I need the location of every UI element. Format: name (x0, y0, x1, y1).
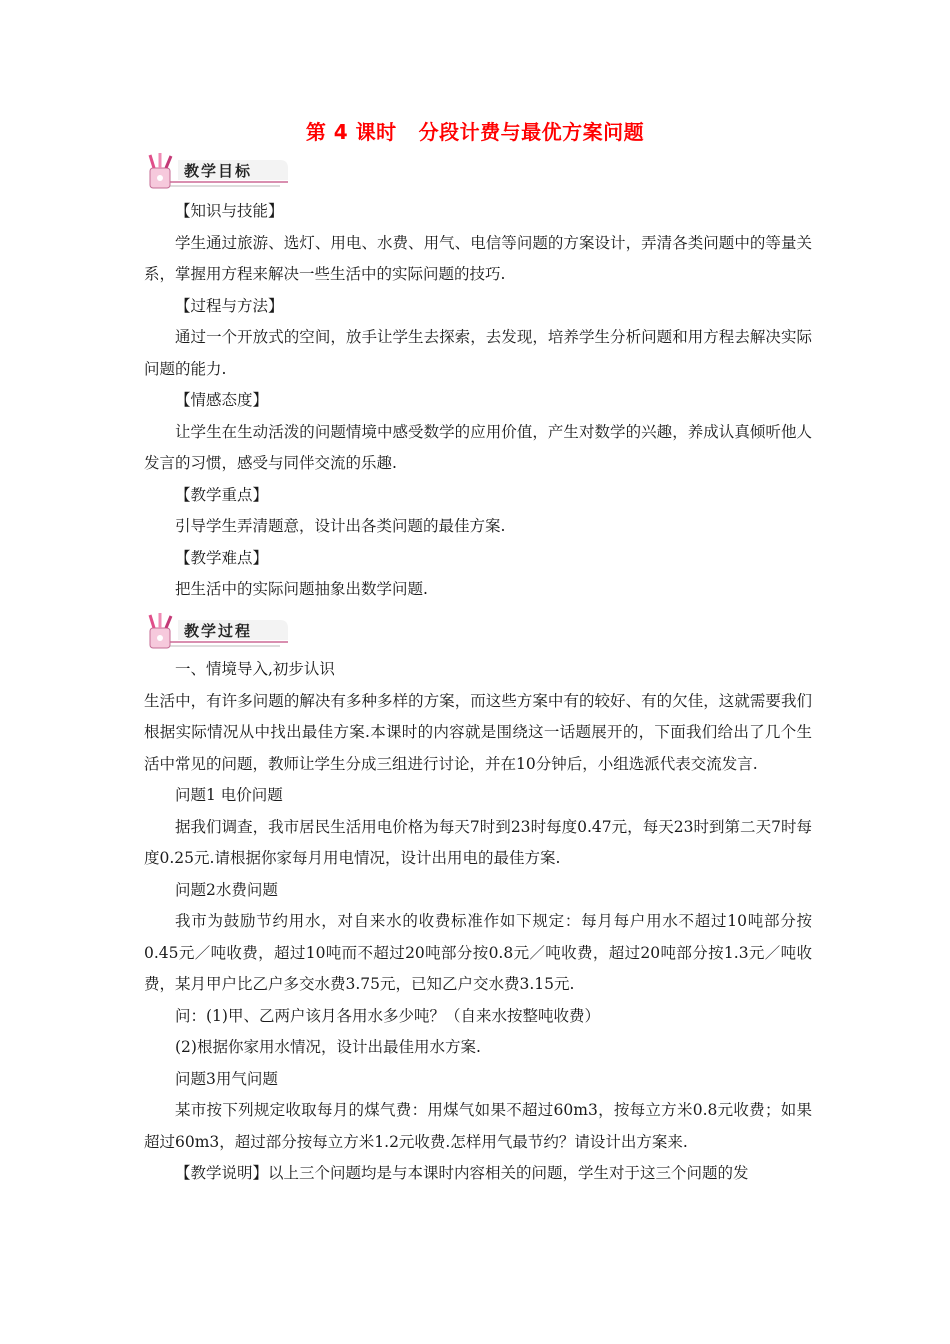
question1-heading: 问题1 电价问题 (175, 786, 283, 804)
question3-heading: 问题3用气问题 (175, 1069, 278, 1088)
question3-text: 某市按下列规定收取每月的煤气费：用煤气如果不超过60m3，按每立方米0.8元收费；如果超过60m3，超过部分按每立方米1.2元收费.怎样用气最节约？请设计出方案来. (144, 1101, 812, 1151)
goal-text-difficulty: 把生活中的实际问题抽象出数学问题. (175, 580, 428, 598)
goal-label-method: 【过程与方法】 (175, 296, 284, 315)
goal-text-method: 通过一个开放式的空间，放手让学生去探索，去发现，培养学生分析问题和用方程去解决实际问题的能力. (144, 328, 812, 378)
question2-ask1: 问：(1)甲、乙两户该月各用水多少吨？（自来水按整吨收费） (175, 1006, 600, 1025)
intro-paragraph: 生活中，有许多问题的解决有多种多样的方案，而这些方案中有的较好、有的欠佳，这就需要我们根据实际情况从中找出最佳方案.本课时的内容就是围绕这一话题展开的，下面我们给出了几个生活中常见的问题，教师让学生分成三组进行讨论，并在10分钟后，小组选派代表交流发言. (144, 691, 812, 773)
question2-text: 我市为鼓励节约用水，对自来水的收费标准作如下规定：每月每户用水不超过10吨部分按0.45元／吨收费，超过10吨而不超过20吨部分按0.8元／吨收费，超过20吨部分按1.3元／吨收费，某月甲户比乙户多交水费3.75元，已知乙户交水费3.15元. (144, 912, 812, 993)
goal-text-key-point: 引导学生弄清题意，设计出各类问题的最佳方案. (175, 517, 506, 535)
goals-section (144, 196, 812, 606)
lesson-title (0, 116, 950, 145)
section-heading: 一、情境导入,初步认识 (175, 660, 335, 678)
goal-label-key-point: 【教学重点】 (175, 485, 269, 504)
process-banner (140, 612, 290, 652)
teaching-note (144, 1158, 812, 1190)
process-banner-label: 教学过程 (184, 622, 253, 640)
goals-banner-label: 教学目标 (184, 162, 253, 180)
teaching-note-text: 以上三个问题均是与本课时内容相关的问题，学生对于这三个问题的发 (268, 1164, 749, 1182)
question1-text: 据我们调查，我市居民生活用电价格为每天7时到23时每度0.47元，每天23时到第二天7时每度0.25元.请根据你家每月用电情况，设计出用电的最佳方案. (144, 817, 812, 867)
goals-banner (140, 152, 290, 192)
teaching-note-label: 【教学说明】 (175, 1164, 269, 1182)
goal-text-attitude: 让学生在生动活泼的问题情境中感受数学的应用价值，产生对数学的兴趣，养成认真倾听他人发言的习惯，感受与同伴交流的乐趣. (144, 422, 812, 472)
process-section (144, 654, 812, 1190)
lesson-topic: 分段计费与最优方案问题 (418, 120, 645, 144)
goal-label-attitude: 【情感态度】 (175, 391, 269, 409)
question2-ask2: (2)根据你家用水情况，设计出最佳用水方案. (175, 1038, 481, 1056)
goal-label-difficulty: 【教学难点】 (175, 548, 269, 567)
lesson-number: 第 4 课时 (305, 120, 397, 144)
goal-label-knowledge: 【知识与技能】 (175, 202, 284, 220)
goal-text-knowledge: 学生通过旅游、选灯、用电、水费、用气、电信等问题的方案设计，弄清各类问题中的等量关系，掌握用方程来解决一些生活中的实际问题的技巧. (144, 233, 812, 283)
question2-heading: 问题2水费问题 (175, 880, 278, 899)
